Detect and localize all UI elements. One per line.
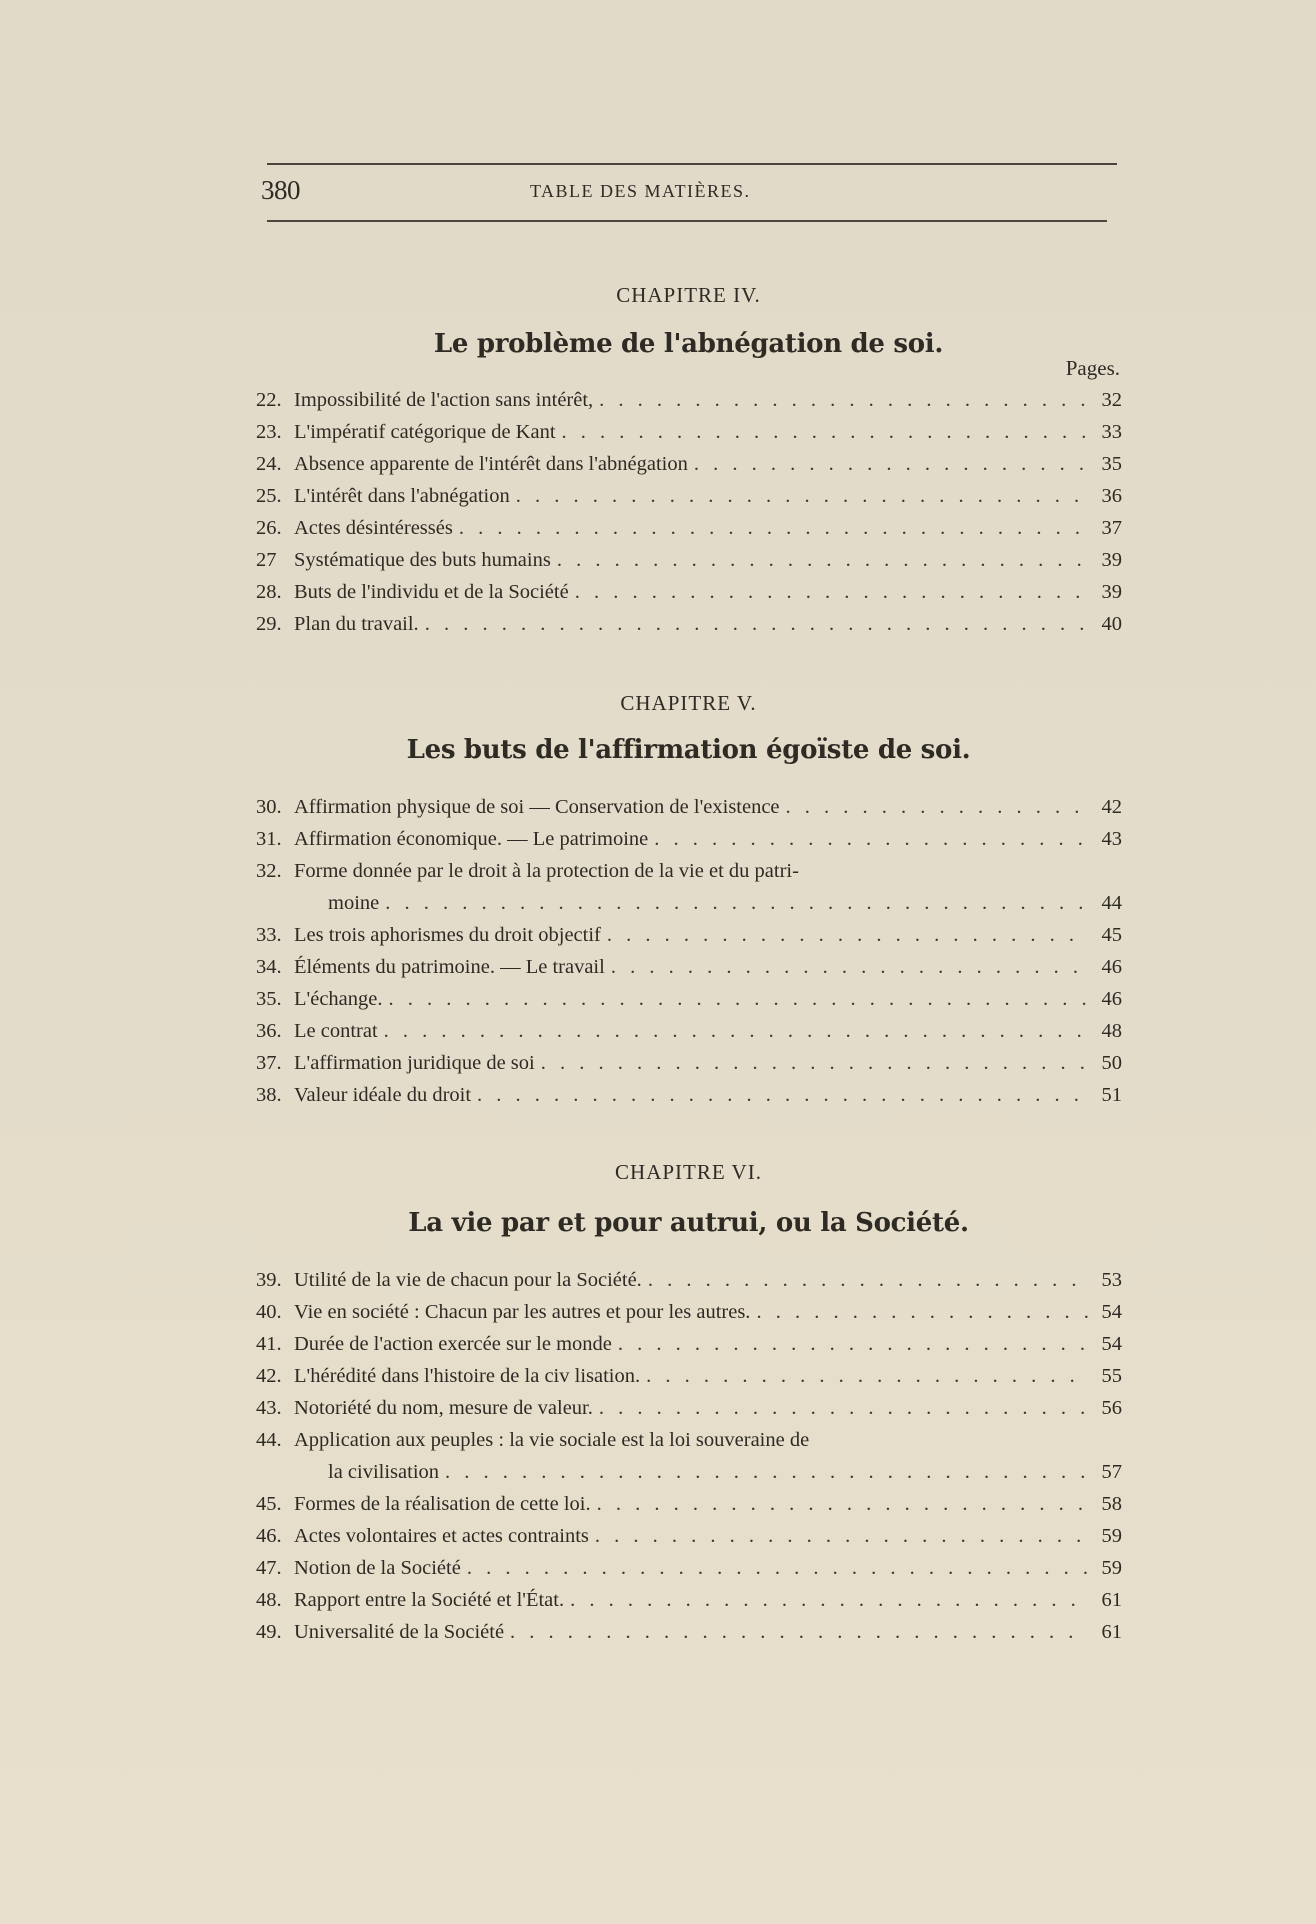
- entry-page: 50: [1101, 1052, 1122, 1074]
- leader-dots: [389, 983, 1089, 1015]
- entry-page: 39: [1101, 581, 1122, 603]
- entry-number: 31.: [256, 828, 282, 850]
- toc-entry-continuation: [256, 887, 1122, 919]
- toc-entry: [256, 512, 1122, 544]
- entry-number: 46.: [256, 1525, 282, 1547]
- entry-page: 59: [1101, 1525, 1122, 1547]
- entry-page: 55: [1101, 1365, 1122, 1387]
- entry-title: Plan du travail.: [294, 613, 419, 635]
- entry-number: 42.: [256, 1365, 282, 1387]
- toc-entry: [256, 416, 1122, 448]
- leader-dots: [646, 1360, 1088, 1392]
- toc-entry: [256, 1584, 1122, 1616]
- toc-list: [256, 1264, 1122, 1648]
- leader-dots: [575, 576, 1088, 608]
- toc-entry: [256, 384, 1122, 416]
- leader-dots: [599, 384, 1088, 416]
- leader-dots: [516, 480, 1088, 512]
- leader-dots: [756, 1296, 1088, 1328]
- entry-title: Vie en société : Chacun par les autres et pour les autres.: [294, 1301, 751, 1323]
- entry-page: 32: [1101, 389, 1122, 411]
- toc-entry: [256, 1296, 1122, 1328]
- toc-entry: [256, 919, 1122, 951]
- header-rule-top: [267, 163, 1117, 165]
- entry-page: 48: [1101, 1020, 1122, 1042]
- entry-page: 45: [1101, 924, 1122, 946]
- toc-entry: [256, 448, 1122, 480]
- entry-title: Actes volontaires et actes contraints: [294, 1525, 589, 1547]
- entry-page: 61: [1101, 1589, 1122, 1611]
- toc-entry: [256, 951, 1122, 983]
- entry-number: 37.: [256, 1052, 282, 1074]
- leader-dots: [597, 1488, 1088, 1520]
- entry-number: 22.: [256, 389, 282, 411]
- entry-number: 29.: [256, 613, 282, 635]
- chapter-title: La vie par et pour autrui, ou la Société.: [408, 1208, 969, 1238]
- toc-entry: [256, 544, 1122, 576]
- entry-title-continuation: la civilisation: [328, 1461, 440, 1483]
- entry-title: Éléments du patrimoine. — Le travail: [294, 956, 605, 978]
- toc-list: [256, 791, 1122, 1111]
- running-title: TABLE DES MATIÈRES.: [530, 181, 751, 201]
- entry-page: 43: [1101, 828, 1122, 850]
- leader-dots: [541, 1047, 1088, 1079]
- leader-dots: [618, 1328, 1088, 1360]
- header-rule-bottom: [267, 220, 1107, 222]
- entry-page: 42: [1101, 796, 1122, 818]
- entry-number: 48.: [256, 1589, 282, 1611]
- entry-page: 56: [1101, 1397, 1122, 1419]
- leader-dots: [595, 1520, 1088, 1552]
- entry-number: 38.: [256, 1084, 282, 1106]
- chapter-title: Le problème de l'abnégation de soi.: [433, 329, 944, 359]
- leader-dots: [510, 1616, 1088, 1648]
- entry-title: L'hérédité dans l'histoire de la civ lisation.: [294, 1365, 641, 1387]
- entry-page: 46: [1101, 988, 1122, 1010]
- toc-entry: [256, 1488, 1122, 1520]
- entry-number: 36.: [256, 1020, 282, 1042]
- entry-title: Forme donnée par le droit à la protection de la vie et du patri-: [294, 860, 799, 882]
- entry-number: 43.: [256, 1397, 282, 1419]
- entry-page: 33: [1101, 421, 1122, 443]
- chapter-label: CHAPITRE V.: [620, 691, 757, 715]
- entry-page: 54: [1101, 1333, 1122, 1355]
- toc-entry-continuation: [256, 1456, 1122, 1488]
- entry-page: 36: [1101, 485, 1122, 507]
- entry-page: 59: [1101, 1557, 1122, 1579]
- leader-dots: [654, 823, 1088, 855]
- toc-entry: [256, 1552, 1122, 1584]
- entry-title: Valeur idéale du droit: [294, 1084, 472, 1106]
- entry-title: Les trois aphorismes du droit objectif: [294, 924, 601, 946]
- entry-number: 32.: [256, 860, 282, 882]
- entry-title: L'impératif catégorique de Kant: [294, 421, 556, 443]
- entry-title: Rapport entre la Société et l'État.: [294, 1589, 565, 1611]
- entry-title: Systématique des buts humains: [294, 549, 551, 571]
- entry-number: 34.: [256, 956, 282, 978]
- entry-title: Impossibilité de l'action sans intérêt,: [294, 389, 594, 411]
- toc-entry: [256, 1520, 1122, 1552]
- leader-dots: [607, 919, 1088, 951]
- leader-dots: [786, 791, 1088, 823]
- entry-number: 39.: [256, 1269, 282, 1291]
- entry-title: Utilité de la vie de chacun pour la Société.: [294, 1269, 642, 1291]
- chapter-label: CHAPITRE IV.: [616, 283, 761, 307]
- leader-dots: [599, 1392, 1088, 1424]
- entry-page: 61: [1101, 1621, 1122, 1643]
- entry-title: Buts de l'individu et de la Société: [294, 581, 569, 603]
- entry-number: 41.: [256, 1333, 282, 1355]
- toc-entry: [256, 855, 1122, 887]
- entry-page: 39: [1101, 549, 1122, 571]
- entry-number: 30.: [256, 796, 282, 818]
- entry-page: 54: [1101, 1301, 1122, 1323]
- entry-number: 24.: [256, 453, 282, 475]
- entry-title: Application aux peuples : la vie sociale est la loi souveraine de: [294, 1429, 810, 1451]
- entry-title: Notoriété du nom, mesure de valeur.: [294, 1397, 593, 1419]
- entry-number: 33.: [256, 924, 282, 946]
- toc-entry: [256, 608, 1122, 640]
- entry-title: Le contrat: [294, 1020, 378, 1042]
- entry-page: 37: [1101, 517, 1122, 539]
- entry-title: L'intérêt dans l'abnégation: [294, 485, 510, 507]
- page-number: 380: [261, 175, 300, 205]
- entry-number: 35.: [256, 988, 282, 1010]
- entry-title: L'affirmation juridique de soi: [294, 1052, 535, 1074]
- entry-page: 53: [1101, 1269, 1122, 1291]
- toc-entry: [256, 1264, 1122, 1296]
- toc-entry: [256, 1616, 1122, 1648]
- leader-dots: [459, 512, 1088, 544]
- entry-page: 57: [1101, 1461, 1122, 1483]
- chapter-label: CHAPITRE VI.: [615, 1160, 762, 1184]
- entry-title: Absence apparente de l'intérêt dans l'abnégation: [294, 453, 688, 475]
- leader-dots: [648, 1264, 1088, 1296]
- entry-number: 45.: [256, 1493, 282, 1515]
- entry-number: 23.: [256, 421, 282, 443]
- leader-dots: [425, 608, 1088, 640]
- pages-column-label: Pages.: [1065, 356, 1120, 380]
- entry-page: 40: [1101, 613, 1122, 635]
- toc-entry: [256, 791, 1122, 823]
- entry-title: Universalité de la Société: [294, 1621, 505, 1643]
- entry-title: Affirmation physique de soi — Conservation de l'existence: [294, 796, 780, 818]
- entry-number: 27: [256, 549, 277, 571]
- toc-entry: [256, 480, 1122, 512]
- entry-number: 40.: [256, 1301, 282, 1323]
- entry-number: 44.: [256, 1429, 282, 1451]
- leader-dots: [611, 951, 1088, 983]
- toc-entry: [256, 983, 1122, 1015]
- toc-entry: [256, 1047, 1122, 1079]
- entry-number: 49.: [256, 1621, 282, 1643]
- leader-dots: [384, 1015, 1088, 1047]
- toc-entry: [256, 1392, 1122, 1424]
- entry-title: Notion de la Société: [294, 1557, 461, 1579]
- toc-entry: [256, 1079, 1122, 1111]
- entry-page: 51: [1101, 1084, 1122, 1106]
- entry-title: Formes de la réalisation de cette loi.: [294, 1493, 591, 1515]
- toc-entry: [256, 1360, 1122, 1392]
- entry-page: 44: [1101, 892, 1122, 914]
- leader-dots: [694, 448, 1088, 480]
- leader-dots: [557, 544, 1088, 576]
- toc-entry: [256, 823, 1122, 855]
- entry-number: 26.: [256, 517, 282, 539]
- toc-entry: [256, 576, 1122, 608]
- leader-dots: [467, 1552, 1088, 1584]
- leader-dots: [562, 416, 1088, 448]
- entry-page: 46: [1101, 956, 1122, 978]
- entry-number: 47.: [256, 1557, 282, 1579]
- entry-title: Actes désintéressés: [294, 517, 453, 539]
- toc-entry: [256, 1424, 1122, 1456]
- leader-dots: [385, 887, 1088, 919]
- entry-number: 25.: [256, 485, 282, 507]
- entry-page: 35: [1101, 453, 1122, 475]
- toc-entry: [256, 1328, 1122, 1360]
- leader-dots: [445, 1456, 1088, 1488]
- entry-page: 58: [1101, 1493, 1122, 1515]
- toc-list: [256, 384, 1122, 640]
- leader-dots: [477, 1079, 1088, 1111]
- entry-title: Affirmation économique. — Le patrimoine: [294, 828, 649, 850]
- chapter-title: Les buts de l'affirmation égoïste de soi.: [406, 735, 971, 765]
- entry-title: L'échange.: [294, 988, 383, 1010]
- leader-dots: [570, 1584, 1088, 1616]
- entry-title-continuation: moine: [328, 892, 380, 914]
- entry-title: Durée de l'action exercée sur le monde: [294, 1333, 612, 1355]
- entry-number: 28.: [256, 581, 282, 603]
- toc-entry: [256, 1015, 1122, 1047]
